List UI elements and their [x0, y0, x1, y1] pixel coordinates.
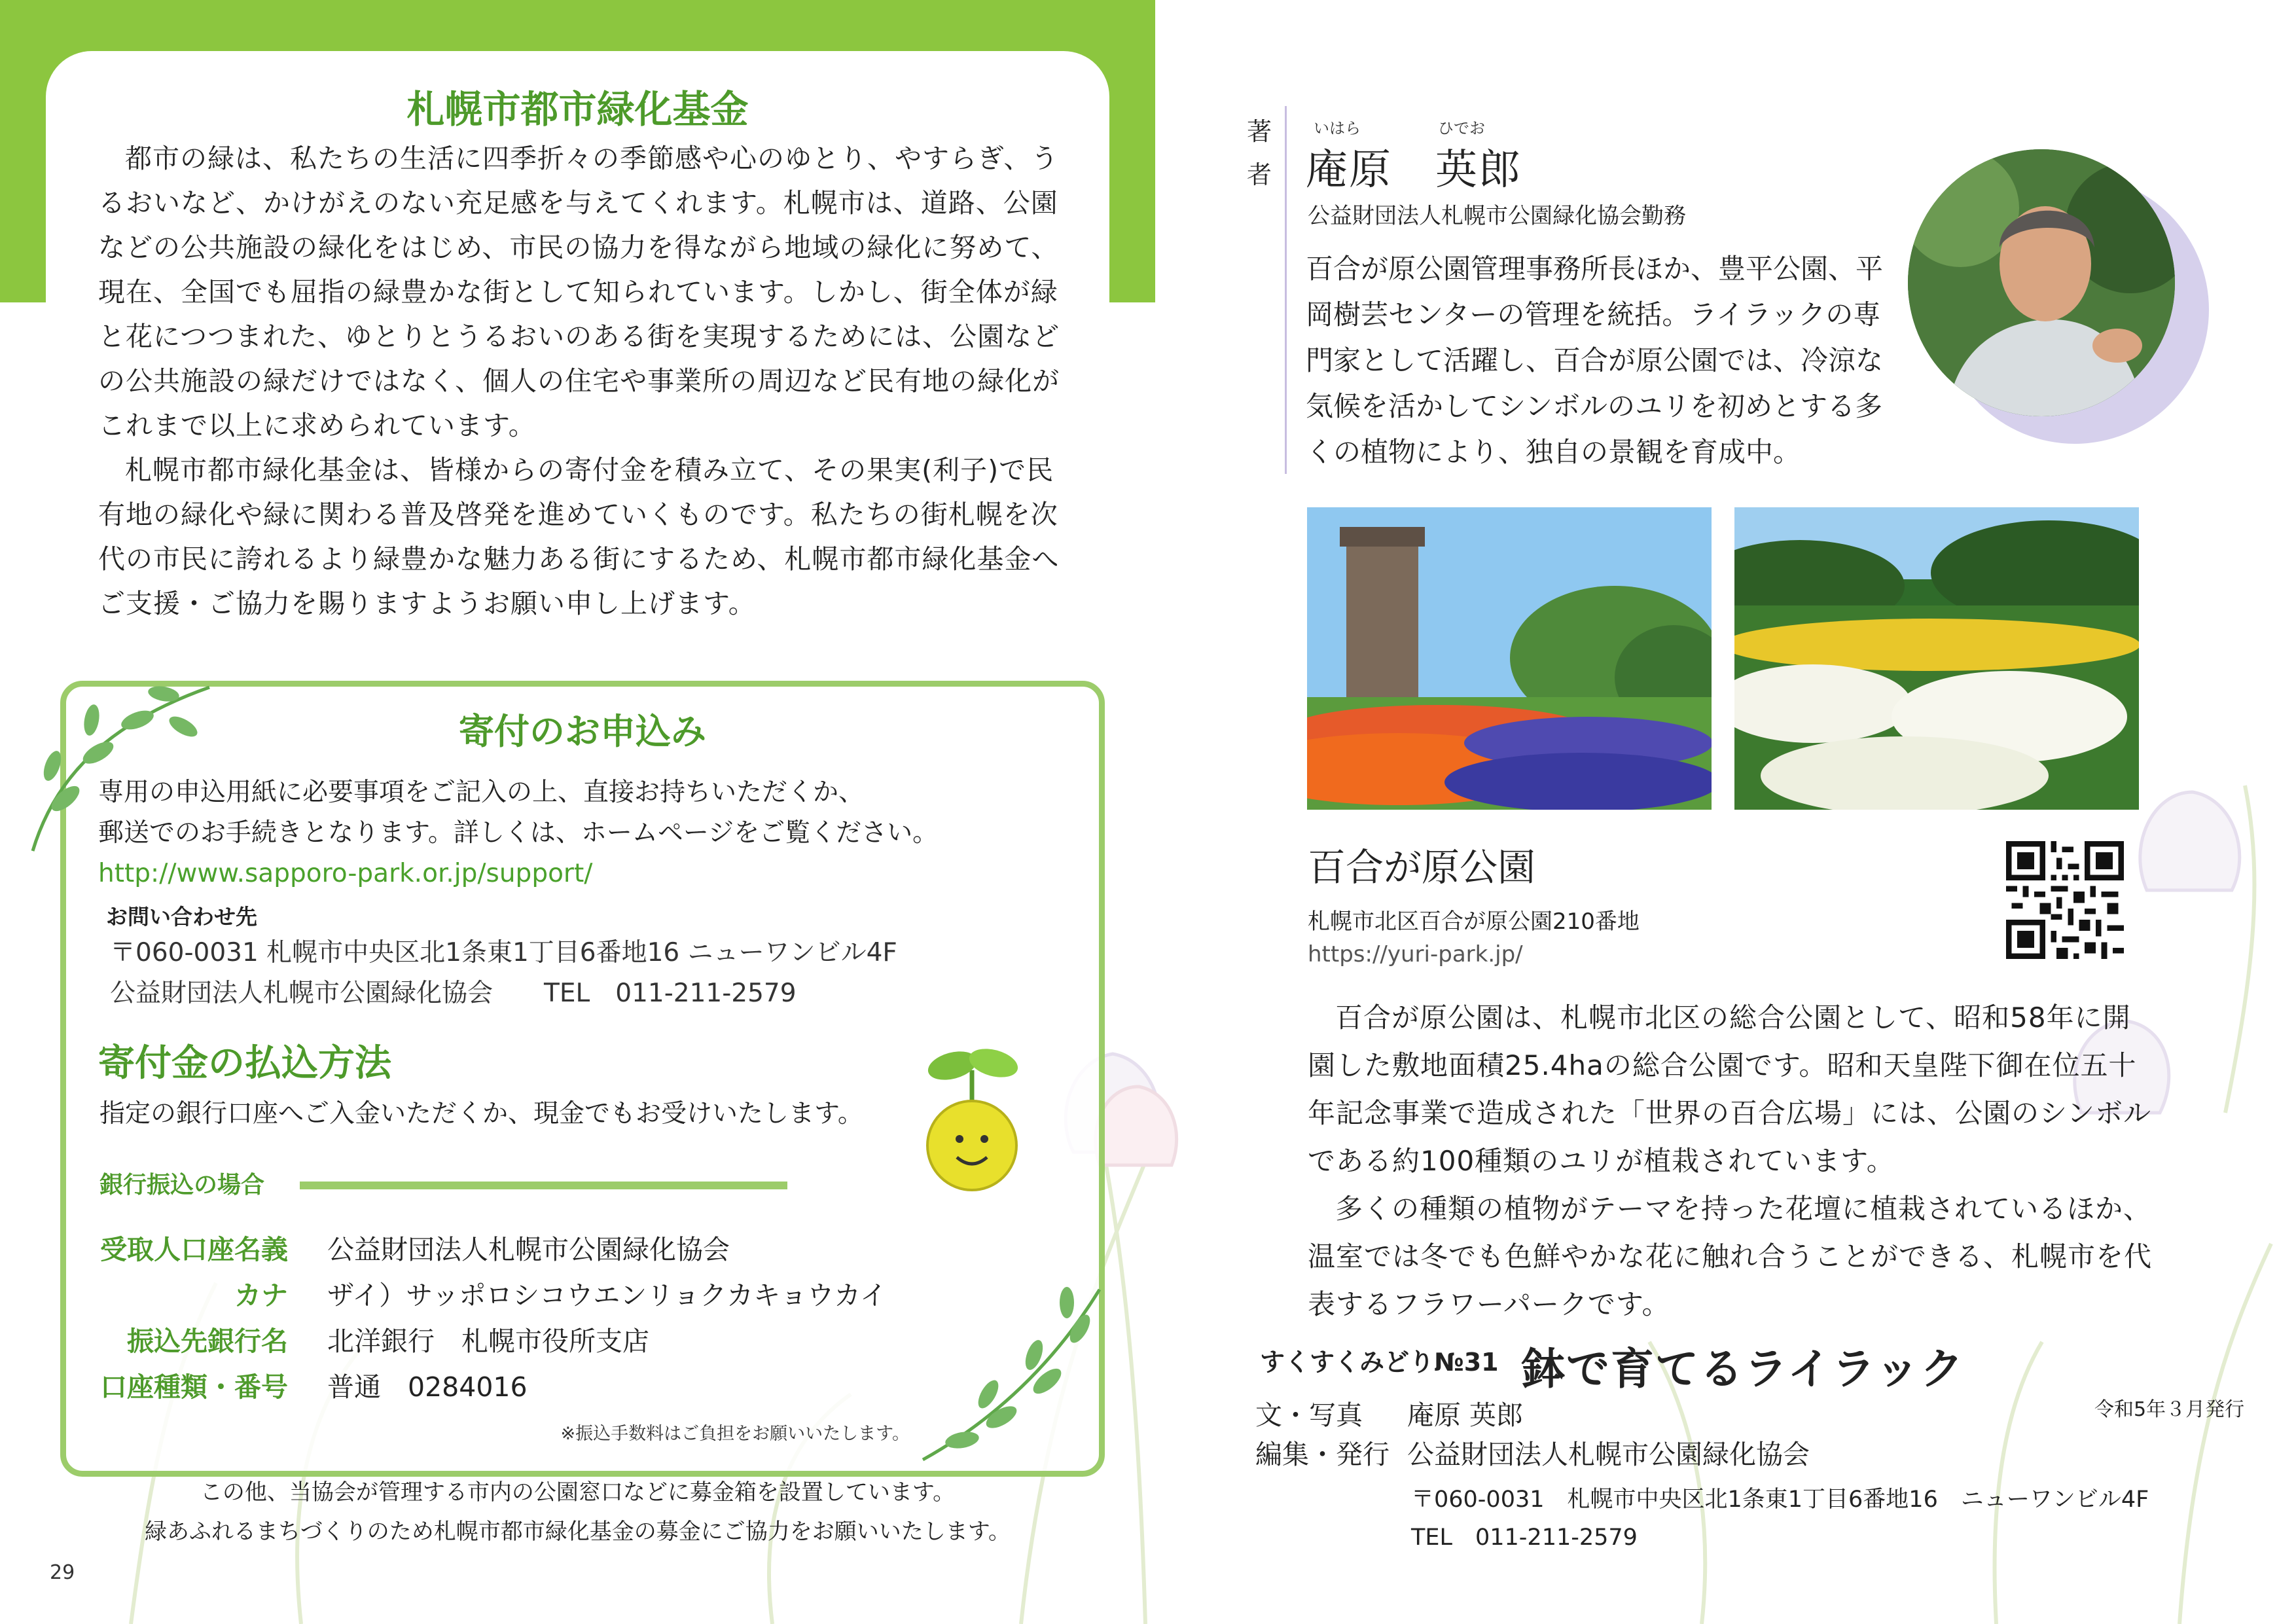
editor-label: 編集・発行 [1255, 1439, 1390, 1470]
park-name: 百合が原公園 [1308, 845, 1536, 890]
author-name [1306, 136, 1522, 196]
page-number: 29 [50, 1561, 75, 1584]
park-paragraph-1: 百合が原公園は、札幌市北区の総合公園として、昭和58年に開園した敷地面積25.4haの総合公園です。昭和天皇陛下御在位五十年記念事業で造成された「世界の百合広場」には、公園のシンボルである約100種類のユリが植栽されています。 [1308, 1001, 2151, 1177]
footer-line-1: この他、当協会が管理する市内の公園窓口などに募金箱を設置しています。 [200, 1479, 956, 1506]
contact-address: 〒060-0031 札幌市中央区北1条東1丁目6番地16 ニューワンビル4F [110, 938, 897, 967]
contact-info [110, 933, 897, 1014]
table-row [79, 1316, 887, 1362]
bank-name-value: 北洋銀行 札幌市役所支店 [327, 1325, 649, 1357]
author-affiliation: 公益財団法人札幌市公園緑化協会勤務 [1308, 203, 1686, 229]
ruby-family: いはら [1314, 119, 1361, 137]
table-row [79, 1362, 887, 1407]
sprout-mascot-icon [916, 1041, 1028, 1191]
donation-line-1: 専用の申込用紙に必要事項をご記入の上、直接お持ちいただくか、 [98, 778, 865, 807]
account-name-label: 受取人口座名義 [100, 1233, 288, 1265]
table-row [79, 1224, 887, 1270]
colophon-address [1411, 1481, 2149, 1557]
vine-leaves-icon [903, 1276, 1113, 1473]
payment-title: 寄付金の払込方法 [98, 1042, 391, 1085]
contact-org-line [110, 973, 897, 1014]
author-label: 著者 [1247, 117, 1272, 189]
footer-line-2: 緑あふれるまちづくりのため札幌市都市緑化基金の募金にご協力をお願いいたします。 [145, 1519, 1011, 1545]
bank-info-table [79, 1224, 887, 1407]
bank-heading-rule [300, 1182, 787, 1189]
park-description [1308, 994, 2159, 1328]
account-number-label: 口座種類・番号 [100, 1371, 288, 1403]
qr-code-icon[interactable] [2006, 841, 2124, 959]
park-address: 札幌市北区百合が原公園210番地 [1308, 909, 1640, 935]
series-label: すくすくみどり№31 [1260, 1348, 1499, 1377]
bank-transfer-heading: 銀行振込の場合 [99, 1172, 265, 1199]
author-ruby [1306, 115, 1485, 138]
donation-line-2: 郵送でのお手続きとなります。詳しくは、ホームページをご覧ください。 [98, 818, 939, 848]
book-title: 鉢で育てるライラック [1522, 1344, 1965, 1394]
donation-title: 寄付のお申込み [459, 711, 706, 752]
issue-date: 令和5年３月発行 [2094, 1398, 2245, 1421]
author-bio: 百合が原公園管理事務所長ほか、豊平公園、平岡樹芸センターの管理を統括。ライラックの専門家として活躍し、百合が原公園では、冷涼な気候を活かしてシンボルのユリを初めとする多くの植物により、独自の景観を育成中。 [1306, 253, 1884, 468]
author-family-name: 庵原 [1306, 146, 1392, 194]
colophon-address-line: 〒060-0031 札幌市中央区北1条東1丁目6番地16 ニューワンビル4F [1411, 1487, 2149, 1513]
contact-heading: お問い合わせ先 [106, 904, 257, 929]
fee-note: ※振込手数料はご負担をお願いいたします。 [560, 1424, 910, 1444]
colophon-tel: TEL 011-211-2579 [1411, 1525, 1638, 1551]
support-url-link[interactable]: http://www.sapporo-park.or.jp/support/ [98, 859, 593, 888]
text-photo-label: 文・写真 [1255, 1399, 1363, 1431]
credit-text-photo [1255, 1396, 1810, 1435]
table-row [79, 1270, 887, 1316]
account-name-value: 公益財団法人札幌市公園緑化協会 [327, 1233, 730, 1265]
contact-org: 公益財団法人札幌市公園緑化協会 [110, 979, 493, 1008]
author-given-name: 英郎 [1435, 146, 1522, 194]
footer-note [0, 1473, 1155, 1551]
park-photo-lily-garden [1734, 507, 2139, 810]
fund-paragraph-1: 都市の緑は、私たちの生活に四季折々の季節感や心のゆとり、やすらぎ、うるおいなど、かけがえのない充足感を与えてくれます。札幌市は、道路、公園などの公共施設の緑化をはじめ、市民の協力を得ながら地域の緑化に努めて、現在、全国でも屈指の緑豊かな街として知られています。しかし、街全体が緑と花につつまれた、ゆとりとうるおいのある街を実現するためには、公園などの公共施設の緑だけではなく、個人の住宅や事業所の周辺など民有地の緑化がこれまで以上に求められています。 [98, 143, 1060, 441]
account-number-value: 普通 0284016 [327, 1371, 528, 1403]
fund-paragraph-2: 札幌市都市緑化基金は、皆様からの寄付金を積み立て、その果実(利子)で民有地の緑化や緑に関わる普及啓発を進めていくものです。私たちの街札幌を次代の市民に誇れるより緑豊かな魅力ある街にするため、札幌市都市緑化基金へご支援・ご協力を賜りますようお願い申し上げます。 [98, 454, 1060, 619]
payment-text: 指定の銀行口座へご入金いただくか、現金でもお受けいたします。 [99, 1099, 863, 1128]
bank-name-label: 振込先銀行名 [127, 1325, 288, 1357]
fund-title: 札幌市都市緑化基金 [406, 87, 749, 132]
donation-text [98, 772, 938, 894]
credit-editor [1255, 1435, 1810, 1474]
kana-value: ザイ）サッポロシコウエンリョクカキョウカイ [327, 1279, 887, 1311]
kana-label: カナ [234, 1279, 288, 1311]
text-photo-value: 庵原 英郎 [1407, 1399, 1524, 1431]
park-photo-water-tower [1307, 507, 1712, 810]
ruby-given: ひでお [1438, 119, 1485, 137]
editor-value: 公益財団法人札幌市公園緑化協会 [1407, 1439, 1810, 1470]
park-paragraph-2: 多くの種類の植物がテーマを持った花壇に植栽されているほか、温室では冬でも色鮮やかな花に触れ合うことができる、札幌市を代表するフラワーパークです。 [1308, 1193, 2153, 1320]
contact-tel: 011-211-2579 [615, 979, 797, 1008]
park-url-link[interactable]: https://yuri-park.jp/ [1308, 941, 1523, 967]
author-portrait [1908, 149, 2175, 416]
fund-body [98, 136, 1080, 626]
author-divider [1285, 106, 1287, 474]
colophon-credits [1255, 1396, 1810, 1474]
contact-tel-label: TEL [544, 979, 590, 1008]
